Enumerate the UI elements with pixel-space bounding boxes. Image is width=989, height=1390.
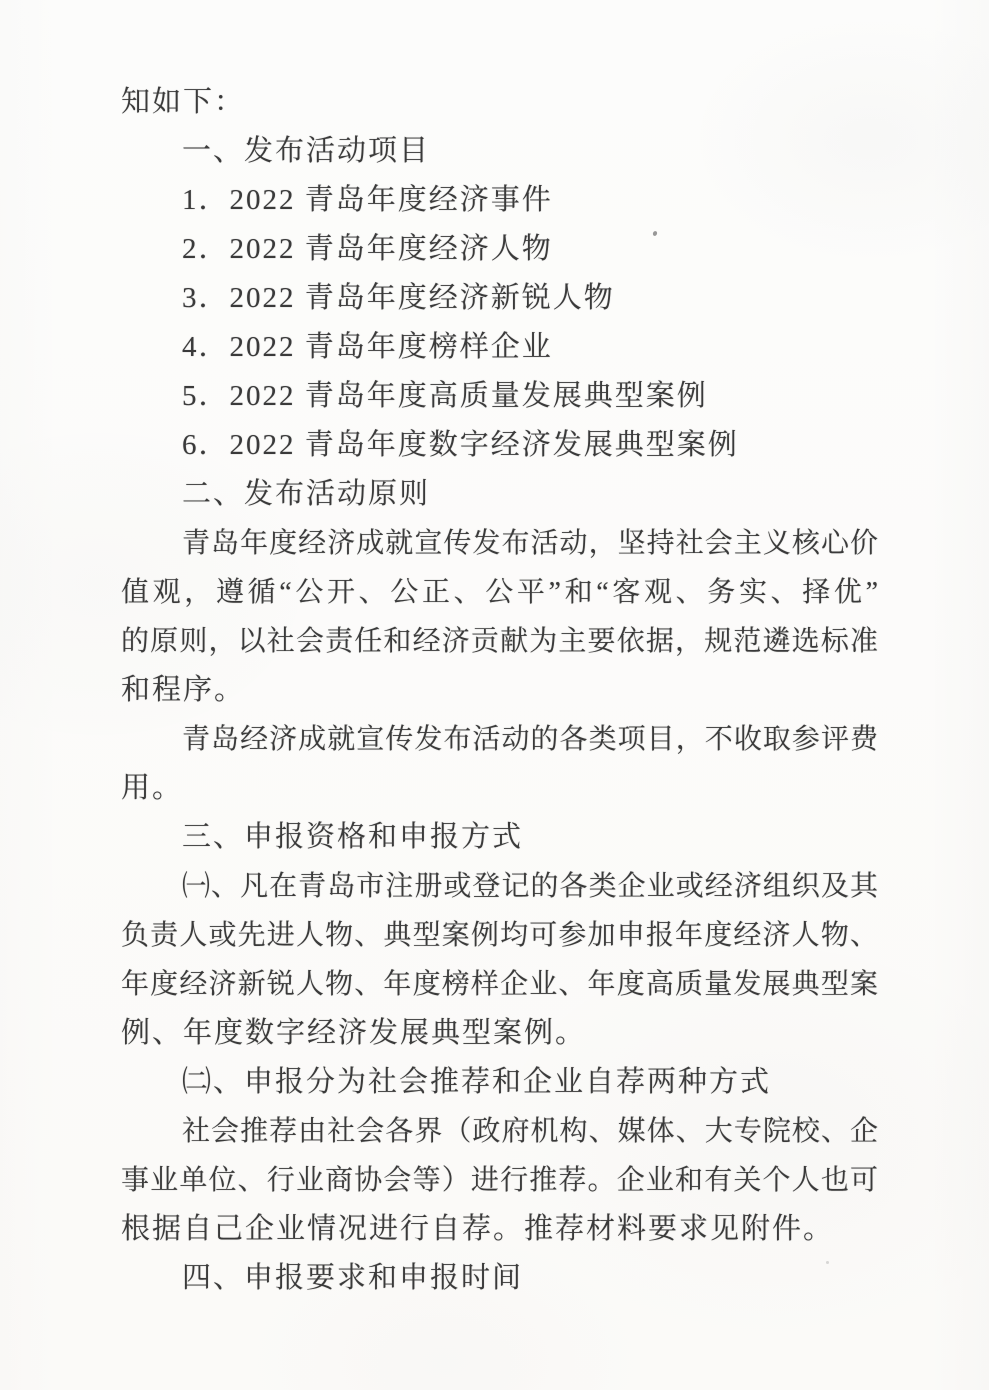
- scan-speck: [826, 1261, 829, 1264]
- list-item-5: 5．2022 青岛年度高质量发展典型案例: [182, 380, 708, 412]
- para-principles-line-4: 和程序。: [121, 674, 246, 706]
- para-eligibility-line-1: ㈠、凡在青岛市注册或登记的各类企业或经济组织及其: [182, 871, 878, 902]
- para-recommend-line-2: 事业单位、行业商协会等）进行推荐。企业和有关个人也可: [121, 1165, 878, 1196]
- para-nofee-line-2: 用。: [121, 772, 184, 804]
- para-eligibility-line-2: 负责人或先进人物、典型案例均可参加申报年度经济人物、: [121, 920, 878, 951]
- list-item-4: 4．2022 青岛年度榜样企业: [182, 331, 553, 363]
- heading-section-four: 四、申报要求和申报时间: [182, 1262, 524, 1294]
- para-principles-line-2: 值观，遵循“公开、公正、公平”和“客观、务实、择优”: [121, 577, 878, 608]
- para-recommend-line-1: 社会推荐由社会各界（政府机构、媒体、大专院校、企: [182, 1116, 878, 1147]
- subheading-methods: ㈡、申报分为社会推荐和企业自荐两种方式: [182, 1066, 772, 1098]
- para-nofee-line-1: 青岛经济成就宣传发布活动的各类项目，不收取参评费: [182, 724, 878, 755]
- text-line-continuation: 知如下：: [121, 86, 246, 118]
- para-recommend-line-3: 根据自己企业情况进行自荐。推荐材料要求见附件。: [121, 1213, 835, 1245]
- para-principles-line-3: 的原则，以社会责任和经济贡献为主要依据，规范遴选标准: [121, 626, 878, 657]
- list-item-6: 6．2022 青岛年度数字经济发展典型案例: [182, 429, 739, 461]
- para-eligibility-line-4: 例、年度数字经济发展典型案例。: [121, 1017, 587, 1049]
- list-item-1: 1．2022 青岛年度经济事件: [182, 184, 553, 216]
- heading-section-one: 一、发布活动项目: [182, 135, 431, 167]
- list-item-3: 3．2022 青岛年度经济新锐人物: [182, 282, 615, 314]
- heading-section-three: 三、申报资格和申报方式: [182, 821, 524, 853]
- heading-section-two: 二、发布活动原则: [182, 478, 431, 510]
- para-eligibility-line-3: 年度经济新锐人物、年度榜样企业、年度高质量发展典型案: [121, 969, 878, 1000]
- list-item-2: 2．2022 青岛年度经济人物: [182, 233, 553, 265]
- para-principles-line-1: 青岛年度经济成就宣传发布活动，坚持社会主义核心价: [182, 528, 878, 559]
